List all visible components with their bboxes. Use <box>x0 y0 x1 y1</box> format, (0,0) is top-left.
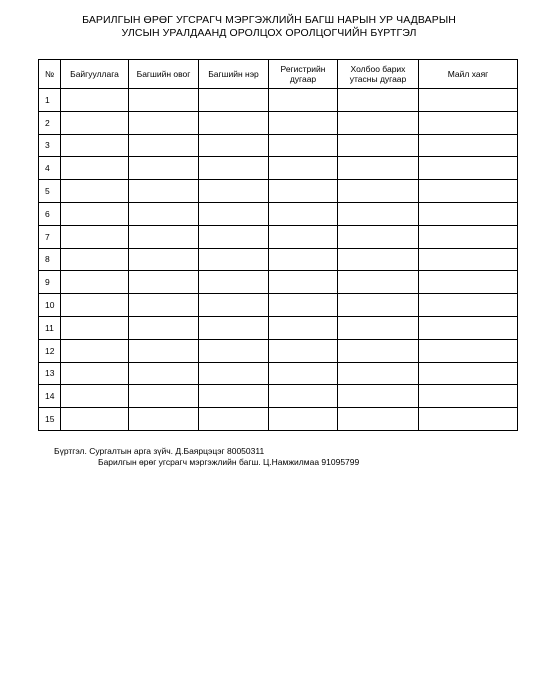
table-row <box>39 316 518 339</box>
cell-register-number[interactable] <box>269 385 338 408</box>
cell-number: 14 <box>39 385 61 408</box>
cell-phone-number[interactable] <box>338 339 419 362</box>
cell-email[interactable] <box>419 385 518 408</box>
header-number: № <box>39 60 61 89</box>
cell-phone-number[interactable] <box>338 248 419 271</box>
document-title <box>0 14 538 40</box>
cell-register-number[interactable] <box>269 89 338 112</box>
cell-organization[interactable] <box>61 339 129 362</box>
cell-register-number[interactable] <box>269 271 338 294</box>
cell-teacher-surname[interactable] <box>129 408 199 431</box>
cell-phone-number[interactable] <box>338 271 419 294</box>
cell-number: 3 <box>39 134 61 157</box>
cell-email[interactable] <box>419 248 518 271</box>
table-row <box>39 271 518 294</box>
cell-email[interactable] <box>419 362 518 385</box>
cell-register-number[interactable] <box>269 248 338 271</box>
cell-register-number[interactable] <box>269 316 338 339</box>
cell-organization[interactable] <box>61 111 129 134</box>
cell-teacher-name[interactable] <box>199 89 269 112</box>
cell-teacher-surname[interactable] <box>129 362 199 385</box>
cell-register-number[interactable] <box>269 408 338 431</box>
cell-organization[interactable] <box>61 248 129 271</box>
table-header-row <box>39 60 518 89</box>
cell-number: 12 <box>39 339 61 362</box>
table-row <box>39 202 518 225</box>
cell-number: 2 <box>39 111 61 134</box>
footer-note <box>0 446 359 468</box>
cell-email[interactable] <box>419 134 518 157</box>
table-row <box>39 248 518 271</box>
cell-organization[interactable] <box>61 180 129 203</box>
cell-teacher-surname[interactable] <box>129 134 199 157</box>
cell-phone-number[interactable] <box>338 294 419 317</box>
table-row <box>39 89 518 112</box>
cell-organization[interactable] <box>61 89 129 112</box>
cell-register-number[interactable] <box>269 111 338 134</box>
title-line-2: УЛСЫН УРАЛДААНД ОРОЛЦОХ ОРОЛЦОГЧИЙН БҮРТГЭЛ <box>121 27 417 39</box>
header-email: Майл хаяг <box>419 60 518 89</box>
cell-organization[interactable] <box>61 134 129 157</box>
cell-number: 11 <box>39 316 61 339</box>
cell-teacher-surname[interactable] <box>129 89 199 112</box>
cell-number: 15 <box>39 408 61 431</box>
cell-email[interactable] <box>419 180 518 203</box>
cell-email[interactable] <box>419 157 518 180</box>
cell-organization[interactable] <box>61 316 129 339</box>
cell-register-number[interactable] <box>269 339 338 362</box>
cell-teacher-surname[interactable] <box>129 316 199 339</box>
cell-phone-number[interactable] <box>338 89 419 112</box>
header-phone-number: Холбоо барих утасны дугаар <box>338 60 419 89</box>
cell-number: 9 <box>39 271 61 294</box>
cell-organization[interactable] <box>61 271 129 294</box>
cell-phone-number[interactable] <box>338 316 419 339</box>
cell-teacher-surname[interactable] <box>129 180 199 203</box>
cell-register-number[interactable] <box>269 134 338 157</box>
cell-email[interactable] <box>419 339 518 362</box>
cell-teacher-surname[interactable] <box>129 225 199 248</box>
cell-email[interactable] <box>419 271 518 294</box>
cell-organization[interactable] <box>61 157 129 180</box>
header-teacher-surname: Багшийн овог <box>129 60 199 89</box>
cell-teacher-name[interactable] <box>199 316 269 339</box>
registration-table <box>38 59 518 431</box>
cell-organization[interactable] <box>61 385 129 408</box>
cell-register-number[interactable] <box>269 202 338 225</box>
cell-phone-number[interactable] <box>338 202 419 225</box>
cell-teacher-surname[interactable] <box>129 111 199 134</box>
cell-register-number[interactable] <box>269 225 338 248</box>
table-row <box>39 294 518 317</box>
table-row <box>39 339 518 362</box>
cell-teacher-surname[interactable] <box>129 339 199 362</box>
cell-phone-number[interactable] <box>338 111 419 134</box>
table-row <box>39 225 518 248</box>
table-row <box>39 362 518 385</box>
cell-teacher-name[interactable] <box>199 202 269 225</box>
cell-number: 10 <box>39 294 61 317</box>
header-teacher-name: Багшийн нэр <box>199 60 269 89</box>
cell-organization[interactable] <box>61 362 129 385</box>
cell-phone-number[interactable] <box>338 385 419 408</box>
cell-phone-number[interactable] <box>338 157 419 180</box>
cell-teacher-name[interactable] <box>199 294 269 317</box>
table-body <box>39 89 518 431</box>
cell-organization[interactable] <box>61 294 129 317</box>
cell-teacher-surname[interactable] <box>129 385 199 408</box>
table-row <box>39 385 518 408</box>
cell-number: 4 <box>39 157 61 180</box>
table-row <box>39 111 518 134</box>
footer-line-1: Бүртгэл. Сургалтын арга зүйч. Д.Баярцэцэг 80050311 <box>54 446 265 456</box>
cell-teacher-surname[interactable] <box>129 294 199 317</box>
cell-organization[interactable] <box>61 225 129 248</box>
cell-organization[interactable] <box>61 202 129 225</box>
cell-phone-number[interactable] <box>338 180 419 203</box>
cell-number: 13 <box>39 362 61 385</box>
header-organization: Байгууллага <box>61 60 129 89</box>
cell-register-number[interactable] <box>269 294 338 317</box>
cell-email[interactable] <box>419 408 518 431</box>
cell-email[interactable] <box>419 111 518 134</box>
cell-teacher-name[interactable] <box>199 157 269 180</box>
cell-number: 6 <box>39 202 61 225</box>
cell-teacher-name[interactable] <box>199 134 269 157</box>
title-line-1: БАРИЛГЫН ӨРӨГ УГСРАГЧ МЭРГЭЖЛИЙН БАГШ НАРЫН УР ЧАДВАРЫН <box>82 14 456 26</box>
cell-teacher-name[interactable] <box>199 408 269 431</box>
cell-teacher-name[interactable] <box>199 362 269 385</box>
cell-phone-number[interactable] <box>338 408 419 431</box>
cell-teacher-name[interactable] <box>199 385 269 408</box>
cell-register-number[interactable] <box>269 157 338 180</box>
table-row <box>39 134 518 157</box>
cell-phone-number[interactable] <box>338 225 419 248</box>
cell-register-number[interactable] <box>269 180 338 203</box>
cell-phone-number[interactable] <box>338 362 419 385</box>
cell-number: 7 <box>39 225 61 248</box>
cell-teacher-name[interactable] <box>199 180 269 203</box>
cell-email[interactable] <box>419 225 518 248</box>
cell-register-number[interactable] <box>269 362 338 385</box>
header-register-number: Регистрийн дугаар <box>269 60 338 89</box>
cell-number: 8 <box>39 248 61 271</box>
cell-teacher-name[interactable] <box>199 271 269 294</box>
cell-teacher-surname[interactable] <box>129 271 199 294</box>
cell-email[interactable] <box>419 294 518 317</box>
cell-number: 5 <box>39 180 61 203</box>
cell-email[interactable] <box>419 202 518 225</box>
cell-teacher-surname[interactable] <box>129 157 199 180</box>
cell-email[interactable] <box>419 316 518 339</box>
cell-teacher-name[interactable] <box>199 111 269 134</box>
table-row <box>39 408 518 431</box>
cell-email[interactable] <box>419 89 518 112</box>
cell-number: 1 <box>39 89 61 112</box>
cell-teacher-name[interactable] <box>199 248 269 271</box>
footer-line-2: Барилгын өрөг угсрагч мэргэжлийн багш. Ц.Намжилмаа 91095799 <box>98 457 360 467</box>
cell-teacher-surname[interactable] <box>129 202 199 225</box>
cell-teacher-surname[interactable] <box>129 248 199 271</box>
cell-organization[interactable] <box>61 408 129 431</box>
table-row <box>39 157 518 180</box>
cell-teacher-name[interactable] <box>199 339 269 362</box>
table-row <box>39 180 518 203</box>
cell-phone-number[interactable] <box>338 134 419 157</box>
cell-teacher-name[interactable] <box>199 225 269 248</box>
